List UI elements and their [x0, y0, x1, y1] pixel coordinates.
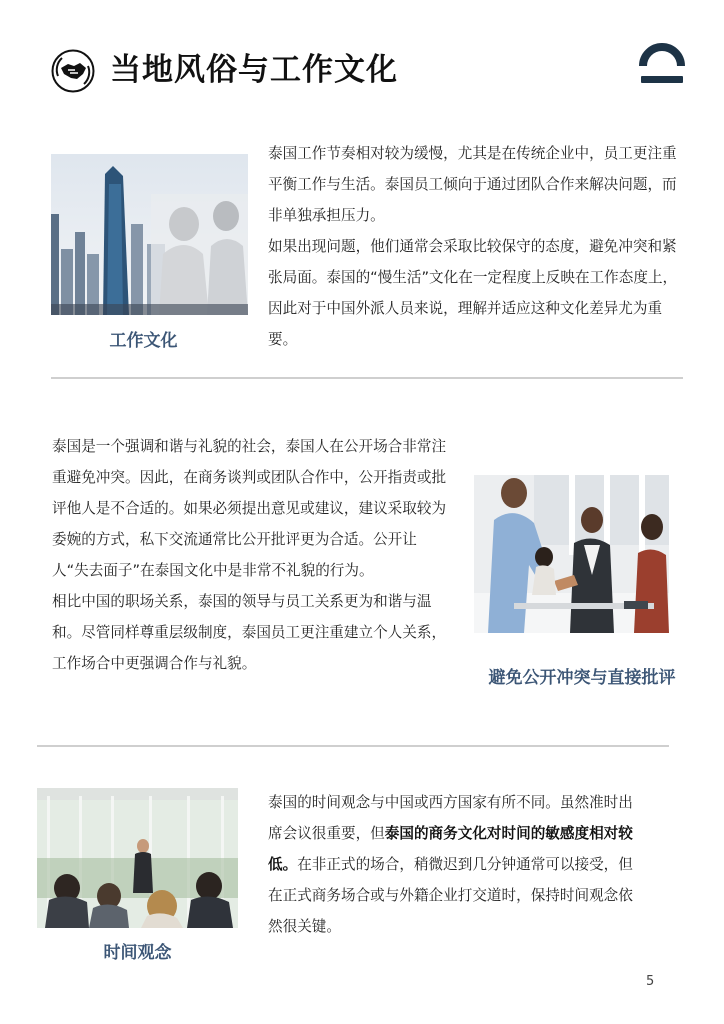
section-text-time-concept: [268, 787, 646, 942]
paragraph: 泰国工作节奏相对较为缓慢，尤其是在传统企业中，员工更注重平衡工作与生活。泰国员工倾向于通过团队合作来解决问题，而非单独承担压力。: [268, 145, 677, 224]
paragraph-highlight: 泰国的商务文化对时间的敏感度相对较低。: [268, 825, 633, 873]
section-caption-work-culture: 工作文化: [109, 331, 178, 351]
brand-logo-icon: [636, 38, 688, 86]
paragraph: 如果出现问题，他们通常会采取比较保守的态度，避免冲突和紧张局面。泰国的“慢生活”文化在一定程度上反映在工作态度上，因此对于中国外派人员来说，理解并适应这种文化差异尤为重要。: [268, 238, 678, 348]
page-title: 当地风俗与工作文化: [110, 52, 398, 88]
paragraph: 泰国是一个强调和谐与礼貌的社会，泰国人在公开场合非常注重避免冲突。因此，在商务谈判或团队合作中，公开指责或批评他人是不合适的。如果必须提出意见或建议，建议采取较为委婉的方式，私下交流通常比公开批评更为合适。公开让人“失去面子”在泰国文化中是非常不礼貌的行为。: [52, 438, 447, 579]
paragraph-text: 泰国的时间观念与中国或西方国家有所不同。虽然准时出席会议很重要，但: [268, 794, 633, 842]
section-divider: [51, 377, 683, 379]
section-text-work-culture: [268, 138, 682, 355]
business-handshake-photo: [474, 475, 669, 633]
section-divider: [37, 745, 669, 747]
handshake-icon: [50, 48, 96, 94]
paragraph: [268, 787, 646, 942]
section-caption-time-concept: 时间观念: [103, 943, 172, 963]
paragraph: 相比中国的职场关系，泰国的领导与员工关系更为和谐与温和。尽管同样尊重层级制度，泰国员工更注重建立个人关系，工作场合中更强调合作与礼貌。: [52, 593, 447, 672]
conference-presentation-photo: [37, 788, 238, 928]
section-text-avoid-conflict: [52, 431, 448, 679]
section-caption-avoid-conflict: 避免公开冲突与直接批评: [488, 668, 676, 688]
paragraph-text: 在非正式的场合，稍微迟到几分钟通常可以接受，但在正式商务场合或与外籍企业打交道时，保持时间观念依然很关键。: [268, 856, 633, 935]
page-number: 5: [646, 974, 655, 989]
office-skyline-photo: [51, 154, 248, 315]
